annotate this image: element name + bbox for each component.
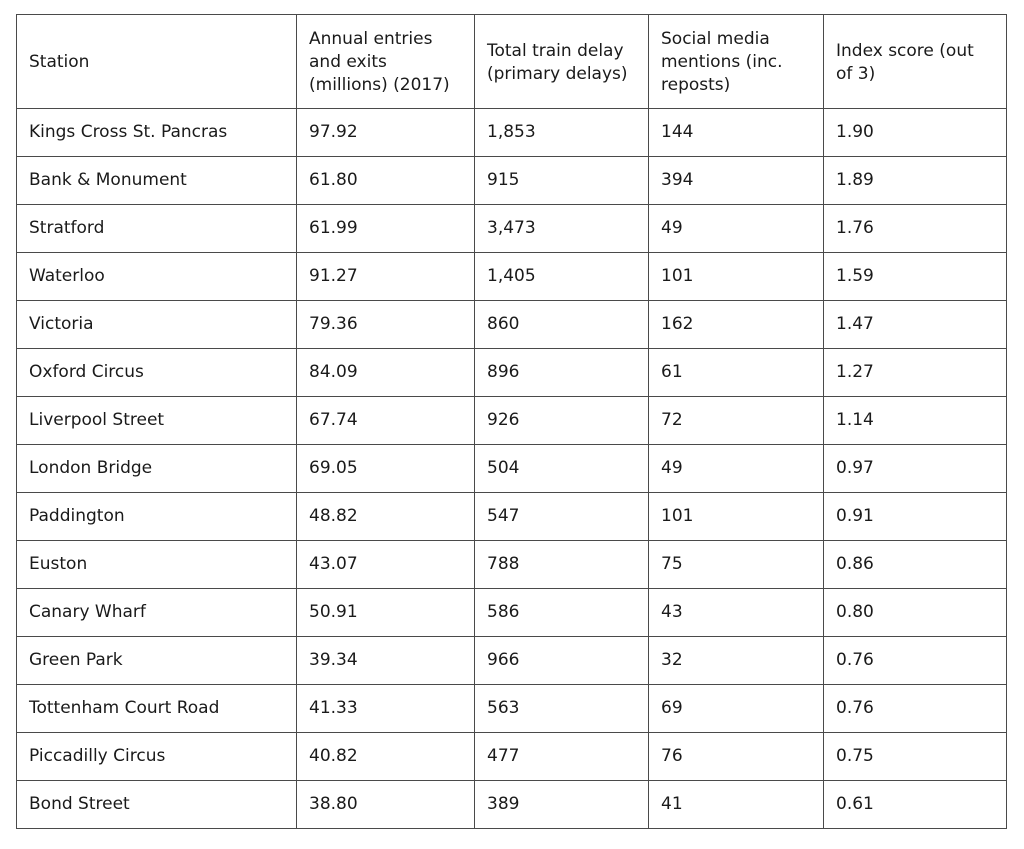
cell-train-delay: 896 (475, 349, 649, 397)
table-row (17, 637, 1007, 685)
cell-station: Stratford (17, 205, 297, 253)
cell-social-mentions: 32 (649, 637, 824, 685)
cell-annual-entries: 67.74 (297, 397, 475, 445)
table-row (17, 541, 1007, 589)
cell-social-mentions: 43 (649, 589, 824, 637)
cell-annual-entries: 91.27 (297, 253, 475, 301)
cell-index-score: 0.80 (824, 589, 1007, 637)
cell-annual-entries: 50.91 (297, 589, 475, 637)
cell-social-mentions: 394 (649, 157, 824, 205)
table-row (17, 781, 1007, 829)
cell-index-score: 0.75 (824, 733, 1007, 781)
cell-index-score: 1.76 (824, 205, 1007, 253)
cell-annual-entries: 69.05 (297, 445, 475, 493)
cell-station: Bank & Monument (17, 157, 297, 205)
cell-station: Waterloo (17, 253, 297, 301)
cell-train-delay: 3,473 (475, 205, 649, 253)
cell-index-score: 1.47 (824, 301, 1007, 349)
column-header-train-delay: Total train delay (primary delays) (475, 15, 649, 109)
cell-index-score: 0.76 (824, 637, 1007, 685)
cell-index-score: 0.91 (824, 493, 1007, 541)
cell-social-mentions: 101 (649, 253, 824, 301)
station-index-table (16, 14, 1007, 829)
cell-annual-entries: 43.07 (297, 541, 475, 589)
cell-annual-entries: 61.99 (297, 205, 475, 253)
table-row (17, 589, 1007, 637)
table-row (17, 685, 1007, 733)
cell-social-mentions: 61 (649, 349, 824, 397)
cell-social-mentions: 101 (649, 493, 824, 541)
cell-station: London Bridge (17, 445, 297, 493)
cell-station: Victoria (17, 301, 297, 349)
cell-train-delay: 1,405 (475, 253, 649, 301)
cell-station: Green Park (17, 637, 297, 685)
cell-station: Liverpool Street (17, 397, 297, 445)
cell-station: Euston (17, 541, 297, 589)
cell-annual-entries: 79.36 (297, 301, 475, 349)
table-row (17, 157, 1007, 205)
cell-social-mentions: 76 (649, 733, 824, 781)
cell-social-mentions: 49 (649, 445, 824, 493)
table-row (17, 349, 1007, 397)
cell-index-score: 1.14 (824, 397, 1007, 445)
cell-station: Paddington (17, 493, 297, 541)
cell-annual-entries: 84.09 (297, 349, 475, 397)
cell-social-mentions: 162 (649, 301, 824, 349)
cell-annual-entries: 41.33 (297, 685, 475, 733)
cell-social-mentions: 49 (649, 205, 824, 253)
cell-index-score: 1.59 (824, 253, 1007, 301)
cell-index-score: 1.89 (824, 157, 1007, 205)
cell-annual-entries: 39.34 (297, 637, 475, 685)
cell-train-delay: 563 (475, 685, 649, 733)
table-row (17, 445, 1007, 493)
cell-index-score: 0.86 (824, 541, 1007, 589)
cell-train-delay: 966 (475, 637, 649, 685)
cell-train-delay: 389 (475, 781, 649, 829)
cell-annual-entries: 38.80 (297, 781, 475, 829)
cell-index-score: 1.90 (824, 109, 1007, 157)
table-row (17, 733, 1007, 781)
station-table-container (16, 14, 1007, 829)
column-header-social-mentions: Social media mentions (inc. reposts) (649, 15, 824, 109)
table-row (17, 397, 1007, 445)
cell-index-score: 1.27 (824, 349, 1007, 397)
cell-train-delay: 1,853 (475, 109, 649, 157)
cell-station: Canary Wharf (17, 589, 297, 637)
table-row (17, 109, 1007, 157)
cell-social-mentions: 75 (649, 541, 824, 589)
cell-social-mentions: 41 (649, 781, 824, 829)
cell-train-delay: 504 (475, 445, 649, 493)
cell-social-mentions: 69 (649, 685, 824, 733)
table-row (17, 493, 1007, 541)
cell-social-mentions: 72 (649, 397, 824, 445)
cell-social-mentions: 144 (649, 109, 824, 157)
cell-train-delay: 547 (475, 493, 649, 541)
cell-train-delay: 860 (475, 301, 649, 349)
cell-train-delay: 926 (475, 397, 649, 445)
table-row (17, 253, 1007, 301)
cell-annual-entries: 40.82 (297, 733, 475, 781)
cell-station: Kings Cross St. Pancras (17, 109, 297, 157)
table-header-row (17, 15, 1007, 109)
table-body (17, 109, 1007, 829)
cell-annual-entries: 97.92 (297, 109, 475, 157)
cell-annual-entries: 61.80 (297, 157, 475, 205)
column-header-annual-entries: Annual entries and exits (millions) (2017) (297, 15, 475, 109)
cell-index-score: 0.61 (824, 781, 1007, 829)
cell-station: Tottenham Court Road (17, 685, 297, 733)
cell-train-delay: 477 (475, 733, 649, 781)
cell-train-delay: 586 (475, 589, 649, 637)
column-header-index-score: Index score (out of 3) (824, 15, 1007, 109)
cell-annual-entries: 48.82 (297, 493, 475, 541)
cell-train-delay: 915 (475, 157, 649, 205)
table-row (17, 205, 1007, 253)
table-row (17, 301, 1007, 349)
cell-index-score: 0.76 (824, 685, 1007, 733)
cell-station: Bond Street (17, 781, 297, 829)
column-header-station: Station (17, 15, 297, 109)
cell-index-score: 0.97 (824, 445, 1007, 493)
cell-station: Piccadilly Circus (17, 733, 297, 781)
cell-train-delay: 788 (475, 541, 649, 589)
cell-station: Oxford Circus (17, 349, 297, 397)
